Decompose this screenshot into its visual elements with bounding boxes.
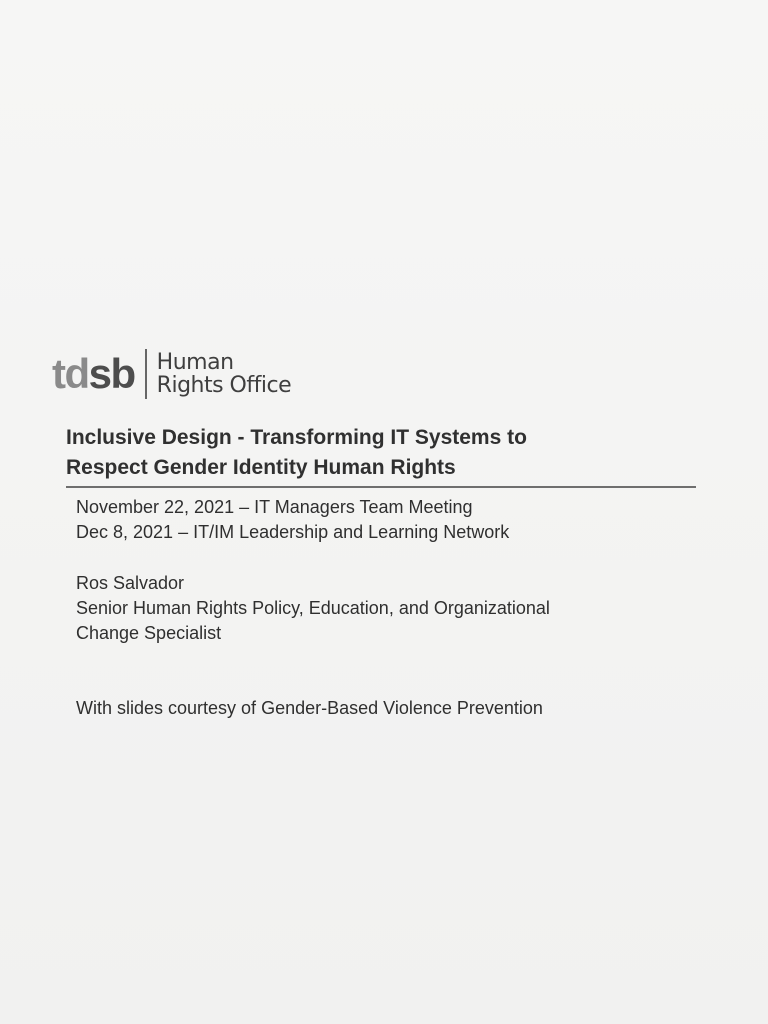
title-line1: Inclusive Design - Transforming IT Systems to [66, 426, 527, 449]
logo-divider [145, 349, 147, 399]
meeting-date-2: Dec 8, 2021 – IT/IM Leadership and Learning Network [76, 522, 510, 542]
author-role-line2: Change Specialist [76, 623, 222, 643]
title-line2: Respect Gender Identity Human Rights [66, 456, 456, 479]
meeting-date-1: November 22, 2021 – IT Managers Team Meeting [76, 497, 473, 517]
slides-credit [76, 696, 716, 721]
meeting-dates [76, 495, 716, 545]
credit-text: With slides courtesy of Gender-Based Violence Prevention [76, 698, 543, 718]
author-role-line1: Senior Human Rights Policy, Education, and Organizational [76, 598, 550, 618]
office-name-line2: Rights Office [156, 373, 292, 398]
title-divider [66, 486, 696, 488]
logo-sb: sb [88, 350, 135, 397]
author-name: Ros Salvador [76, 573, 185, 593]
office-name [157, 351, 291, 397]
presentation-title [66, 423, 706, 483]
author-block [76, 571, 716, 646]
office-name-line1: Human [156, 350, 234, 375]
tdsb-wordmark [52, 350, 135, 397]
tdsb-logo [52, 344, 291, 404]
logo-td: td [52, 350, 89, 397]
